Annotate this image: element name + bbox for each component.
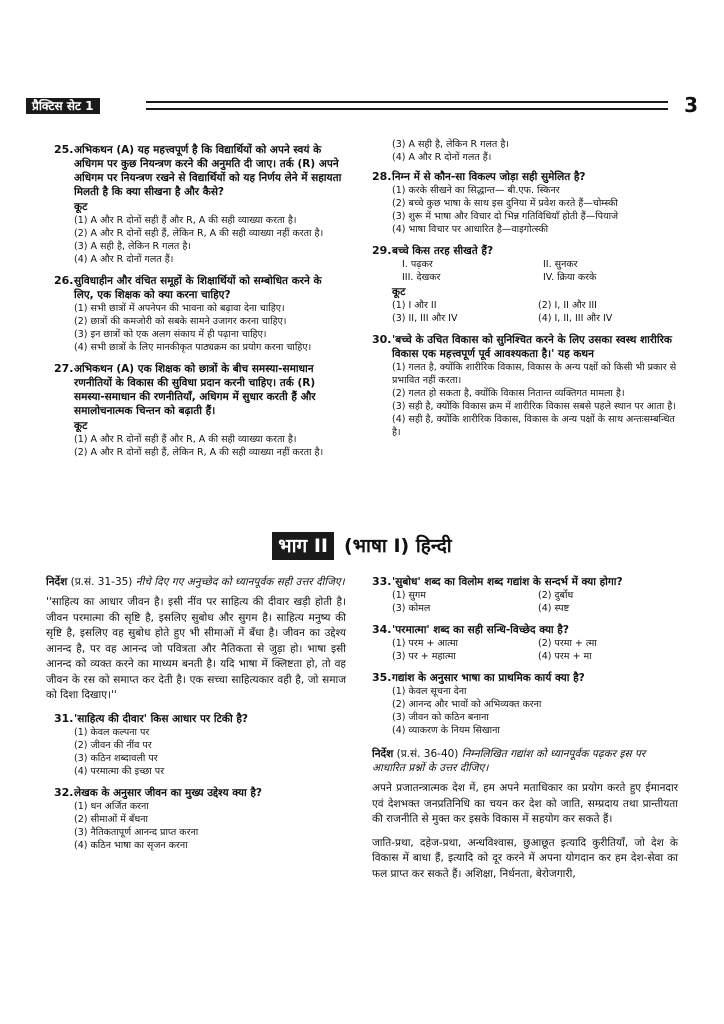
kut-label: कूट xyxy=(74,201,88,213)
question-text: बच्चे किस तरह सीखते हैं? xyxy=(392,245,494,257)
option: (1) परम + आत्मा xyxy=(392,638,458,649)
option: (2) आनन्द और भावों को अभिव्यक्त करना xyxy=(392,699,542,710)
question-text: 'सुबोध' शब्द का विलोम शब्द गद्यांश के सन्दर्भ में क्या होगा? xyxy=(392,576,623,588)
option: (2) A और R दोनों सही हैं, लेकिन R, A की सही व्याख्या नहीं करता है। xyxy=(74,447,324,458)
question-number: 34. xyxy=(372,623,392,636)
option: (2) A और R दोनों सही हैं, लेकिन R, A की सही व्याख्या नहीं करता है। xyxy=(74,228,324,239)
kut-label: कूट xyxy=(74,420,88,432)
question-27-continued xyxy=(372,138,678,164)
passage: ''साहित्य का आधार जीवन है। इसी नींव पर साहित्य की दीवार खड़ी होती है। जीवन परमात्मा की सृष्टि है, इसलिए सुबोध और सुगम है। साहित्य मनुष्य की सृष्टि है, इसलिए वह सुबोध होते हुए भी सीमाओं में बँधा है। जीवन का उद्देश्य आनन्द है, पर वह आनन्द जो पवित्रता और नैतिकता से जुड़ा हो। भाषा इसी आनन्द को व्यक्त करने का माध्यम बनती है। यदि भाषा में क्लिष्टता हो, तो वह जीवन के रस को समाप्त कर देती है। एक सच्चा साहित्यकार वही है, जो समाज को दिशा दिखाए।'' xyxy=(46,596,346,701)
left-column-top xyxy=(54,143,344,463)
option: (4) A और R दोनों गलत हैं। xyxy=(74,254,174,265)
option: (4) सही है, क्योंकि शारीरिक विकास, विकास के अन्य पक्षों के साथ अन्तःसम्बन्धित है। xyxy=(392,414,675,438)
option: (3) A सही है, लेकिन R गलत है। xyxy=(392,139,510,150)
option: (3) शुरू में भाषा और विचार दो भिन्न गतिविधियाँ होती हैं—पियाजे xyxy=(392,211,619,222)
instruction-label: निर्देश xyxy=(372,748,394,760)
question-number: 35. xyxy=(372,671,392,684)
question-34 xyxy=(372,623,678,663)
option: (3) कोमल xyxy=(392,603,431,614)
option: (2) दुर्बोध xyxy=(538,590,574,601)
question-31 xyxy=(54,712,346,778)
section-part-label: भाग II xyxy=(272,532,334,560)
option-grid xyxy=(392,637,678,663)
question-25 xyxy=(54,143,344,266)
option: (3) कठिन शब्दावली पर xyxy=(74,752,158,764)
option: (2) छात्रों की कमजोरी को सबके सामने उजागर करना चाहिए। xyxy=(74,316,287,327)
question-27 xyxy=(54,362,344,459)
question-35 xyxy=(372,671,678,737)
option: (4) A और R दोनों गलत हैं। xyxy=(392,152,492,163)
option: (4) परमात्मा की इच्छा पर xyxy=(74,765,165,777)
option: (3) इन छात्रों को एक अलग संकाय में ही पढ़ाना चाहिए। xyxy=(74,329,267,340)
option: (1) सभी छात्रों में अपनेपन की भावना को बढ़ावा देना चाहिए। xyxy=(74,303,285,314)
question-number: 32. xyxy=(54,785,74,799)
option: (3) II, III और IV xyxy=(392,313,458,324)
header-rule xyxy=(146,101,668,110)
option-grid xyxy=(392,299,678,325)
option: (3) A सही है, लेकिन R गलत है। xyxy=(74,241,192,252)
question-text: 'साहित्य की दीवार' किस आधार पर टिकी है? xyxy=(74,712,248,725)
question-text: निम्न में से कौन-सा विकल्प जोड़ा सही सुमेलित है? xyxy=(392,171,586,183)
question-number: 27. xyxy=(54,362,74,375)
option: (2) सीमाओं में बँधना xyxy=(74,813,148,825)
option: (4) व्याकरण के नियम सिखाना xyxy=(392,725,500,736)
question-number: 25. xyxy=(54,143,74,156)
option: (1) केवल कल्पना पर xyxy=(74,726,150,738)
question-26 xyxy=(54,274,344,354)
question-number: 28. xyxy=(372,170,392,183)
question-33 xyxy=(372,575,678,615)
question-30 xyxy=(372,333,678,439)
option: (1) करके सीखने का सिद्धान्त— बी.एफ. स्किनर xyxy=(392,185,560,196)
option: (1) A और R दोनों सही हैं और R, A की सही व्याख्या करता है। xyxy=(74,434,297,445)
instruction-text: निम्नलिखित गद्यांश को ध्यानपूर्वक पढ़कर इस पर आधारित प्रश्नों के उत्तर दीजिए। xyxy=(372,748,646,774)
option: (2) परमा + त्मा xyxy=(538,638,597,649)
instruction-ref: (प्र.सं. 31-35) xyxy=(70,576,133,588)
option: (4) कठिन भाषा का सृजन करना xyxy=(74,839,188,851)
statement-list xyxy=(392,258,678,284)
option: (2) बच्चे कुछ भाषा के साथ इस दुनिया में प्रवेश करते हैं—चोम्स्की xyxy=(392,198,618,209)
page-header xyxy=(26,93,698,117)
question-number: 26. xyxy=(54,274,74,287)
option: (1) केवल सूचना देना xyxy=(392,686,467,697)
option: (3) पर + महात्मा xyxy=(392,651,456,662)
question-32 xyxy=(54,786,346,852)
option: (4) सभी छात्रों के लिए मानकीकृत पाठ्यक्रम का प्रयोग करना चाहिए। xyxy=(74,342,312,353)
option: (1) धन अर्जित करना xyxy=(74,800,149,812)
section-heading xyxy=(0,532,724,562)
left-column-bottom xyxy=(46,575,346,856)
option: (4) स्पष्ट xyxy=(538,603,570,614)
header-title: प्रैक्टिस सेट 1 xyxy=(26,98,100,114)
option: (4) I, II, III और IV xyxy=(538,313,613,324)
question-number: 29. xyxy=(372,244,392,257)
option: (3) सही है, क्योंकि विकास क्रम में शारीरिक विकास सबसे पहले स्थान पर आता है। xyxy=(392,401,676,412)
question-text: गद्यांश के अनुसार भाषा का प्राथमिक कार्य क्या है? xyxy=(392,672,585,684)
question-29 xyxy=(372,244,678,325)
option: (4) परम + मा xyxy=(538,651,592,662)
question-text: 'परमात्मा' शब्द का सही सन्धि-विच्छेद क्या है? xyxy=(392,624,569,636)
statement: III. देखकर xyxy=(402,272,441,283)
option: (1) गलत है, क्योंकि शारीरिक विकास, विकास के अन्य पक्षों को किसी भी प्रकार से प्रभावित नहीं करता। xyxy=(392,362,677,386)
kut-label: कूट xyxy=(392,286,406,298)
statement: II. सुनकर xyxy=(543,259,578,270)
instruction-label: निर्देश xyxy=(46,576,68,588)
option: (1) I और II xyxy=(392,300,437,311)
right-column-top xyxy=(372,138,678,443)
instruction-ref: (प्र.सं. 36-40) xyxy=(396,748,459,760)
instruction xyxy=(46,575,346,589)
page-number: 3 xyxy=(684,93,698,117)
passage-paragraph-1: अपने प्रजातन्त्रात्मक देश में, हम अपने मताधिकार का प्रयोग करते हुए ईमानदार एवं देशभक्त जनप्रतिनिधि का चयन कर देश को जाति, सम्प्रदाय तथा प्रान्तीयता की राजनीति से मुक्त कर इसके विकास में सहयोग कर सकते हैं। xyxy=(372,782,678,825)
option: (2) जीवन की नींव पर xyxy=(74,739,152,751)
question-text: सुविधाहीन और वंचित समूहों के शिक्षार्थियों को सम्बोधित करने के लिए, एक शिक्षक को क्या करना चाहिए? xyxy=(74,275,322,301)
option: (1) A और R दोनों सही हैं और R, A की सही व्याख्या करता है। xyxy=(74,215,297,226)
question-number: 30. xyxy=(372,333,392,346)
question-text: लेखक के अनुसार जीवन का मुख्य उद्देश्य क्या है? xyxy=(74,786,262,799)
question-number: 33. xyxy=(372,575,392,588)
option: (2) I, II और III xyxy=(538,300,597,311)
passage-paragraph-2: जाति-प्रथा, दहेज-प्रथा, अन्धविश्वास, छुआछूत इत्यादि कुरीतियाँ, जो देश के विकास में बाधा हैं, इत्यादि को दूर करने में अपना योगदान कर हम देश-सेवा का फल प्राप्त कर सकते हैं। अशिक्षा, निर्धनता, बेरोजगारी, xyxy=(372,836,678,880)
question-28 xyxy=(372,170,678,236)
option: (1) सुगम xyxy=(392,590,426,601)
question-text: अभिकथन (A) यह महत्त्वपूर्ण है कि विद्यार्थियों को अपने स्वयं के अधिगम पर कुछ नियन्त्रण करने की अनुमति दी जाए। तर्क (R) अपने अधिगम पर नियन्त्रण रखने से विद्यार्थियों को यह निर्णय लेने में सहायता मिलती है कि क्या सीखना है और कैसे? xyxy=(74,144,342,198)
statement: IV. क्रिया करके xyxy=(543,272,597,283)
option: (2) गलत हो सकता है, क्योंकि विकास नितान्त व्यक्तिगत मामला है। xyxy=(392,388,625,399)
instruction-text: नीचे दिए गए अनुच्छेद को ध्यानपूर्वक सही उत्तर दीजिए। xyxy=(135,576,345,588)
option: (3) जीवन को कठिन बनाना xyxy=(392,712,489,723)
question-number: 31. xyxy=(54,711,74,725)
right-column-bottom xyxy=(372,575,678,890)
question-text: 'बच्चे के उचित विकास को सुनिश्चित करने के लिए उसका स्वस्थ शारीरिक विकास एक महत्त्वपूर्ण पूर्व आवश्यकता है।' यह कथन xyxy=(392,334,672,360)
statement: I. पढ़कर xyxy=(402,259,433,270)
option-grid xyxy=(392,589,678,615)
section-subject: (भाषा I) हिन्दी xyxy=(343,535,452,557)
question-text: अभिकथन (A) एक शिक्षक को छात्रों के बीच समस्या-समाधान रणनीतियों के विकास की सुविधा प्रदान करनी चाहिए। तर्क (R) समस्या-समाधान की रणनीतियाँ, अधिगम में सुधार करती हैं और समालोचनात्मक चिन्तन को बढ़ाती हैं। xyxy=(74,363,316,417)
option: (3) नैतिकतापूर्ण आनन्द प्राप्त करना xyxy=(74,826,199,838)
instruction xyxy=(372,747,678,775)
option: (4) भाषा विचार पर आधारित है—वाइगोत्स्की xyxy=(392,224,549,235)
